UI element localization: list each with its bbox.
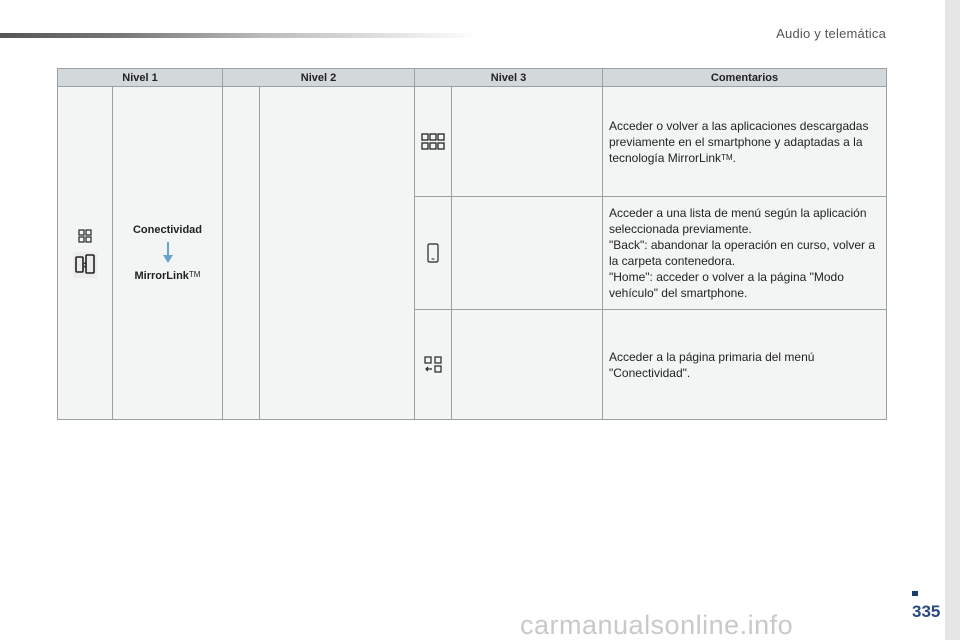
level3-text-cell [452, 197, 603, 310]
page-edge-band [945, 0, 960, 640]
arrow-down-icon [163, 242, 173, 264]
watermark: carmanualsonline.info [520, 610, 794, 640]
table-header-row [58, 69, 887, 87]
level3-icon-cell [415, 310, 452, 420]
col-header-level1: Nivel 1 [58, 69, 223, 87]
menu-table [57, 68, 887, 420]
col-header-level2: Nivel 2 [223, 69, 415, 87]
section-title: Audio y telemática [776, 26, 886, 41]
level3-text-cell [452, 310, 603, 420]
level3-icon-cell [415, 197, 452, 310]
level3-icon-cell [415, 87, 452, 197]
comment-menu-list: Acceder a una lista de menú según la aplicación seleccionada previamente. "Back": abandonar la operación en curso, volver a la carpeta contenedora. "Home": acceder o volver a la página "Modo vehículo" del smartphone. [603, 197, 887, 310]
page-number: 335 [912, 602, 941, 621]
level1-text-cell [113, 87, 223, 420]
col-header-comments: Comentarios [603, 69, 887, 87]
page-marker [912, 591, 918, 596]
mirrorlink-label: MirrorLink™ [134, 270, 201, 282]
grid-icon [77, 228, 93, 244]
level2-text-cell [260, 87, 415, 420]
col-header-level3: Nivel 3 [415, 69, 603, 87]
apps-grid-icon [421, 133, 445, 151]
level3-text-cell [452, 87, 603, 197]
smartphone-icon [427, 243, 439, 263]
conectividad-label: Conectividad [132, 224, 203, 236]
header-gradient-bar [0, 33, 480, 38]
mirrorlink-icon [73, 252, 97, 278]
table-row [58, 87, 887, 197]
level2-icon-cell [223, 87, 260, 420]
comment-connectivity: Acceder a la página primaria del menú "Conectividad". [603, 310, 887, 420]
level1-icons-cell [58, 87, 113, 420]
comment-apps: Acceder o volver a las aplicaciones descargadas previamente en el smartphone y adaptadas a la tecnología MirrorLink™. [603, 87, 887, 197]
back-to-menu-icon [423, 356, 443, 374]
